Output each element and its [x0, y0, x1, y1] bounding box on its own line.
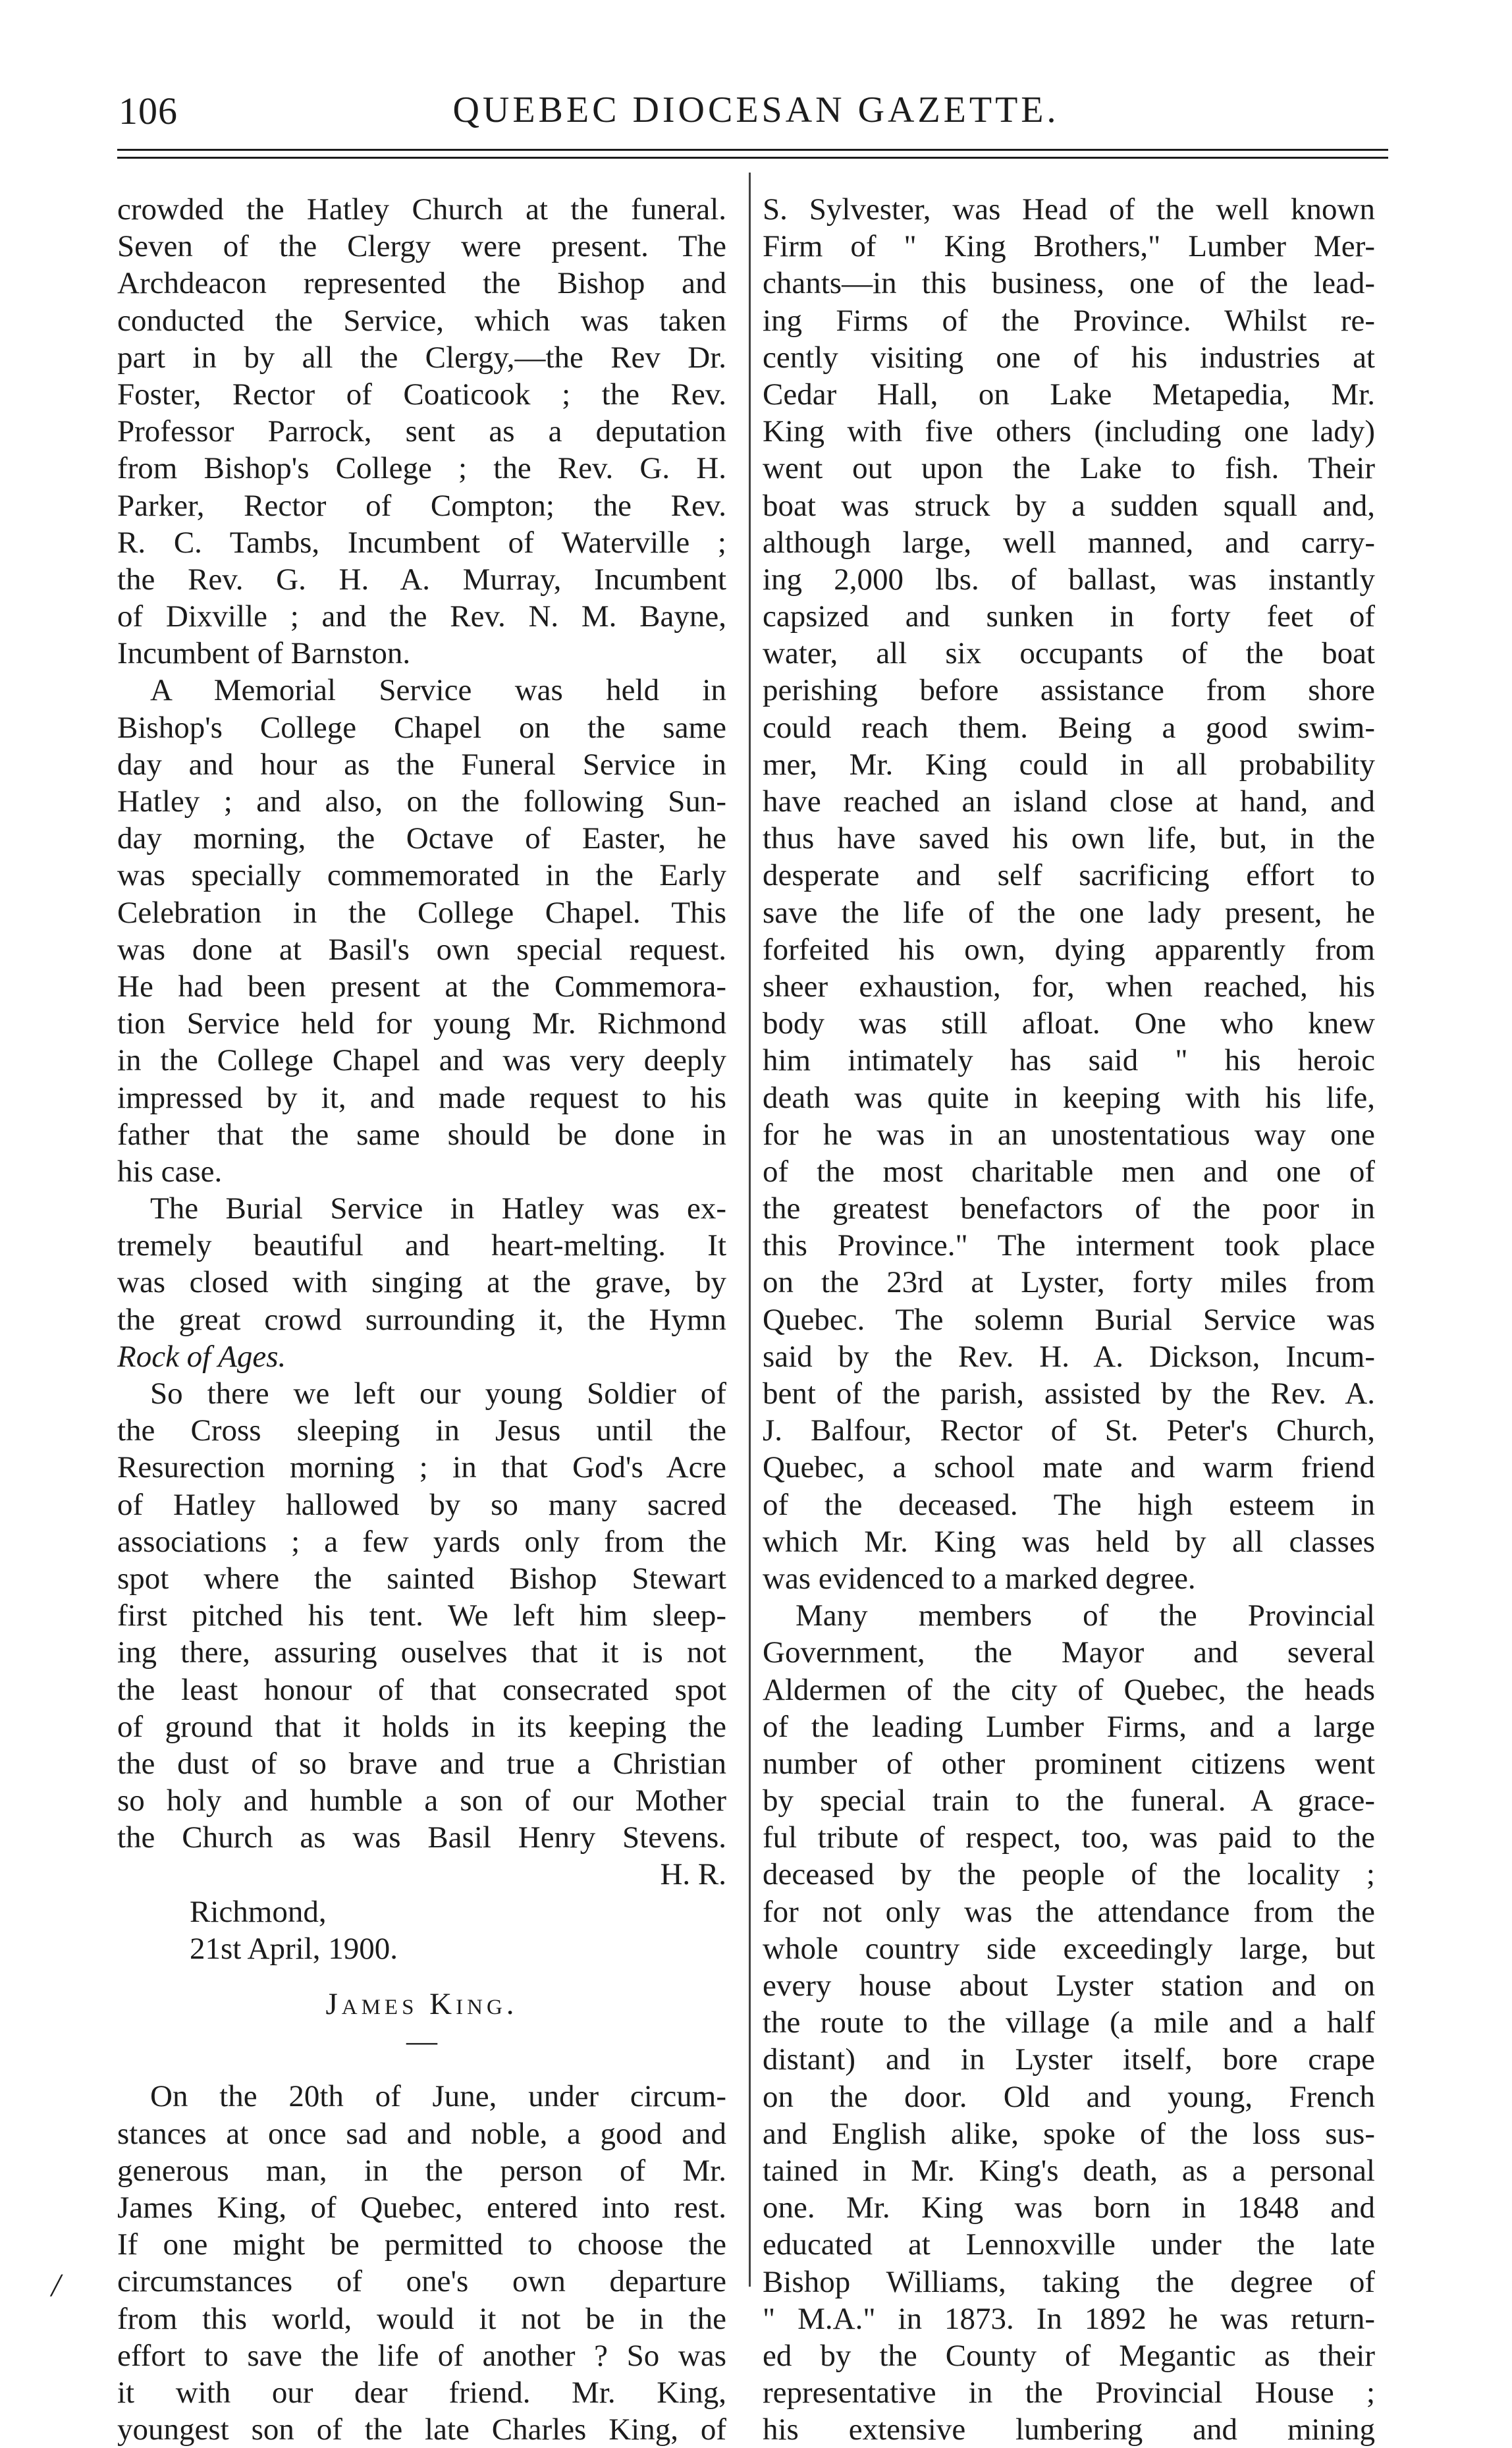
- right-column-text-line: Many members of the Provincial: [796, 1598, 1375, 1633]
- left-column-text-line: Hatley ; and also, on the following Sun-: [117, 784, 726, 819]
- right-column-text-line: save the life of the one lady present, he: [763, 895, 1375, 930]
- header-rule-upper: [117, 149, 1388, 151]
- left-column-text-line: youngest son of the late Charles King, of: [117, 2412, 726, 2447]
- left-column-text-line: tremely beautiful and heart-melting. It: [117, 1228, 726, 1263]
- right-column-text-line: whole country side exceedingly large, but: [763, 1931, 1375, 1966]
- right-column-text-line: death was quite in keeping with his life,: [763, 1080, 1375, 1115]
- left-column-text-line: from this world, would it not be in the: [117, 2301, 726, 2336]
- right-column-text-line: tained in Mr. King's death, as a personal: [763, 2153, 1375, 2188]
- right-column-text-line: Cedar Hall, on Lake Metapedia, Mr.: [763, 377, 1375, 412]
- right-column-text-line: thus have saved his own life, but, in the: [763, 821, 1375, 856]
- left-column-text-line: James King.: [325, 1987, 518, 2021]
- right-column-text-line: and English alike, spoke of the loss sus-: [763, 2116, 1375, 2151]
- right-column-text-line: distant) and in Lyster itself, bore crape: [763, 2042, 1375, 2077]
- left-column-text-line: Professor Parrock, sent as a deputation: [117, 414, 726, 449]
- right-column-text-line: King with five others (including one lady): [763, 414, 1375, 449]
- left-column-text-line: part in by all the Clergy,—the Rev Dr.: [117, 340, 726, 375]
- right-column-text-line: ful tribute of respect, too, was paid to the: [763, 1820, 1375, 1855]
- left-column-text-line: Resurection morning ; in that God's Acre: [117, 1450, 726, 1485]
- left-column-text-line: was closed with singing at the grave, by: [117, 1265, 726, 1300]
- left-column-text-line: effort to save the life of another ? So was: [117, 2338, 726, 2373]
- right-column-text-line: number of other prominent citizens went: [763, 1746, 1375, 1781]
- right-column-text-line: Quebec, a school mate and warm friend: [763, 1450, 1375, 1485]
- right-column-text-line: the route to the village (a mile and a half: [763, 2005, 1375, 2040]
- left-column-text-line: If one might be permitted to choose the: [117, 2227, 726, 2262]
- left-column-text-line: Parker, Rector of Compton; the Rev.: [117, 488, 726, 523]
- left-column-text-line: stances at once sad and noble, a good and: [117, 2116, 726, 2151]
- left-column-text-line: So there we left our young Soldier of: [150, 1376, 726, 1411]
- left-column: [117, 191, 726, 2448]
- right-column-text-line: have reached an island close at hand, and: [763, 784, 1375, 819]
- left-column-text-line: Celebration in the College Chapel. This: [117, 895, 726, 930]
- left-column-text-line: spot where the sainted Bishop Stewart: [117, 1561, 726, 1596]
- right-column-text-line: every house about Lyster station and on: [763, 1969, 1375, 2003]
- right-column-text-line: of the deceased. The high esteem in: [763, 1487, 1375, 1522]
- left-column-text-line: crowded the Hatley Church at the funeral.: [117, 192, 726, 227]
- right-column-text-line: Quebec. The solemn Burial Service was: [763, 1302, 1375, 1337]
- right-column-text-line: mer, Mr. King could in all probability: [763, 747, 1375, 782]
- right-column-text-line: ing Firms of the Province. Whilst re-: [763, 303, 1375, 338]
- left-column-text-line: the Rev. G. H. A. Murray, Incumbent: [117, 562, 726, 597]
- left-column-text-line: The Burial Service in Hatley was ex-: [150, 1191, 726, 1226]
- right-column-text-line: ed by the County of Megantic as their: [763, 2338, 1375, 2373]
- right-column-text-line: desperate and self sacrificing effort to: [763, 858, 1375, 893]
- right-column-text-line: boat was struck by a sudden squall and,: [763, 488, 1375, 523]
- left-column-text-line: the least honour of that consecrated spot: [117, 1672, 726, 1707]
- right-column-text-line: ing 2,000 lbs. of ballast, was instantly: [763, 562, 1375, 597]
- left-column-text-line: it with our dear friend. Mr. King,: [117, 2375, 726, 2410]
- left-column-text-line: H. R.: [660, 1857, 726, 1892]
- right-column-text-line: " M.A." in 1873. In 1892 he was return-: [763, 2301, 1375, 2336]
- right-column-text-line: him intimately has said " his heroic: [763, 1043, 1375, 1078]
- right-column-text-line: which Mr. King was held by all classes: [763, 1524, 1375, 1559]
- left-column-text-line: in the College Chapel and was very deeply: [117, 1043, 726, 1078]
- left-column-text-line: Foster, Rector of Coaticook ; the Rev.: [117, 377, 726, 412]
- column-divider: [749, 173, 751, 2287]
- right-column-text-line: went out upon the Lake to fish. Their: [763, 451, 1375, 486]
- right-column-text-line: for he was in an unostentatious way one: [763, 1117, 1375, 1152]
- left-column-text-line: was done at Basil's own special request.: [117, 932, 726, 967]
- right-column-text-line: educated at Lennoxville under the late: [763, 2227, 1375, 2262]
- left-column-text-line: the dust of so brave and true a Christian: [117, 1746, 726, 1781]
- left-column-text-line: conducted the Service, which was taken: [117, 303, 726, 338]
- left-column-text-line: so holy and humble a son of our Mother: [117, 1783, 726, 1818]
- left-column-text-line: Rock of Ages.: [117, 1339, 286, 1374]
- right-column-text-line: for not only was the attendance from the: [763, 1894, 1375, 1929]
- right-column-text-line: water, all six occupants of the boat: [763, 636, 1375, 671]
- left-column-text-line: Richmond,: [190, 1894, 327, 1929]
- right-column-text-line: the greatest benefactors of the poor in: [763, 1191, 1375, 1226]
- right-column-text-line: was evidenced to a marked degree.: [763, 1561, 1196, 1596]
- left-column-text-line: circumstances of one's own departure: [117, 2264, 726, 2299]
- right-column-text-line: on the 23rd at Lyster, forty miles from: [763, 1265, 1375, 1300]
- left-column-text-line: associations ; a few yards only from the: [117, 1524, 726, 1559]
- left-column-text-line: day morning, the Octave of Easter, he: [117, 821, 726, 856]
- right-column-text-line: Firm of " King Brothers," Lumber Mer-: [763, 229, 1375, 264]
- right-column-text-line: of the most charitable men and one of: [763, 1154, 1375, 1189]
- left-column-text-line: Archdeacon represented the Bishop and: [117, 266, 726, 301]
- right-column-text-line: perishing before assistance from shore: [763, 673, 1375, 708]
- right-column-text-line: J. Balfour, Rector of St. Peter's Church,: [763, 1413, 1375, 1448]
- left-column-text-line: R. C. Tambs, Incumbent of Waterville ;: [117, 525, 726, 560]
- right-column-text-line: on the door. Old and young, French: [763, 2079, 1375, 2114]
- header-rule-lower: [117, 157, 1388, 159]
- right-column: [763, 191, 1375, 2448]
- right-column-text-line: his extensive lumbering and mining: [763, 2412, 1375, 2447]
- right-column-text-line: capsized and sunken in forty feet of: [763, 599, 1375, 634]
- left-column-text-line: the Church as was Basil Henry Stevens.: [117, 1820, 726, 1855]
- left-column-text-line: 21st April, 1900.: [190, 1931, 398, 1966]
- page-header: [0, 89, 1512, 135]
- right-column-text-line: deceased by the people of the locality ;: [763, 1857, 1375, 1892]
- spacer: [117, 1967, 726, 1986]
- left-column-text-line: the great crowd surrounding it, the Hymn: [117, 1302, 726, 1337]
- right-column-text-line: could reach them. Being a good swim-: [763, 710, 1375, 745]
- left-column-text-line: first pitched his tent. We left him sleep-: [117, 1598, 726, 1633]
- left-column-text-line: father that the same should be done in: [117, 1117, 726, 1152]
- left-column-text-line: day and hour as the Funeral Service in: [117, 747, 726, 782]
- left-column-text-line: of Dixville ; and the Rev. N. M. Bayne,: [117, 599, 726, 634]
- left-column-text-line: was specially commemorated in the Early: [117, 858, 726, 893]
- right-column-text-line: this Province." The interment took place: [763, 1228, 1375, 1263]
- left-column-text-line: of Hatley hallowed by so many sacred: [117, 1487, 726, 1522]
- left-column-text-line: On the 20th of June, under circum-: [150, 2079, 726, 2114]
- right-column-text-line: body was still afloat. One who knew: [763, 1006, 1375, 1041]
- right-column-text-line: although large, well manned, and carry-: [763, 525, 1375, 560]
- right-column-text-line: of the leading Lumber Firms, and a large: [763, 1709, 1375, 1744]
- left-column-text-line: —: [406, 2024, 437, 2059]
- right-column-text-line: Bishop Williams, taking the degree of: [763, 2264, 1375, 2299]
- right-column-text-line: S. Sylvester, was Head of the well known: [763, 192, 1375, 227]
- spacer: [117, 2059, 726, 2078]
- left-column-text-line: Seven of the Clergy were present. The: [117, 229, 726, 264]
- right-column-text-line: Aldermen of the city of Quebec, the heads: [763, 1672, 1375, 1707]
- left-column-text-line: James King, of Quebec, entered into rest.: [117, 2190, 726, 2225]
- right-column-text-line: one. Mr. King was born in 1848 and: [763, 2190, 1375, 2225]
- right-column-text-line: chants—in this business, one of the lead-: [763, 266, 1375, 301]
- right-column-text-line: by special train to the funeral. A grace-: [763, 1783, 1375, 1818]
- left-column-text-line: generous man, in the person of Mr.: [117, 2153, 726, 2188]
- right-column-text-line: cently visiting one of his industries at: [763, 340, 1375, 375]
- left-column-text-line: ing there, assuring ouselves that it is not: [117, 1635, 726, 1670]
- right-column-text-line: sheer exhaustion, for, when reached, his: [763, 969, 1375, 1004]
- right-column-text-line: bent of the parish, assisted by the Rev. A.: [763, 1376, 1375, 1411]
- page-number: 106: [119, 90, 178, 132]
- right-column-text-line: said by the Rev. H. A. Dickson, Incum-: [763, 1339, 1375, 1374]
- left-column-text-line: the Cross sleeping in Jesus until the: [117, 1413, 726, 1448]
- left-column-text-line: He had been present at the Commemora-: [117, 969, 726, 1004]
- running-title: QUEBEC DIOCESAN GAZETTE.: [452, 90, 1060, 130]
- left-column-text-line: tion Service held for young Mr. Richmond: [117, 1006, 726, 1041]
- left-column-text-line: Bishop's College Chapel on the same: [117, 710, 726, 745]
- right-column-text-line: Government, the Mayor and several: [763, 1635, 1375, 1670]
- left-column-text-line: of ground that it holds in its keeping the: [117, 1709, 726, 1744]
- left-column-text-line: Incumbent of Barnston.: [117, 636, 411, 671]
- right-column-text-line: forfeited his own, dying apparently from: [763, 932, 1375, 967]
- left-column-text-line: from Bishop's College ; the Rev. G. H.: [117, 451, 726, 486]
- right-column-text-line: representative in the Provincial House ;: [763, 2376, 1375, 2410]
- margin-mark: /: [51, 2266, 61, 2303]
- left-column-text-line: impressed by it, and made request to his: [117, 1080, 726, 1115]
- left-column-text-line: his case.: [117, 1154, 223, 1189]
- left-column-text-line: A Memorial Service was held in: [150, 673, 726, 708]
